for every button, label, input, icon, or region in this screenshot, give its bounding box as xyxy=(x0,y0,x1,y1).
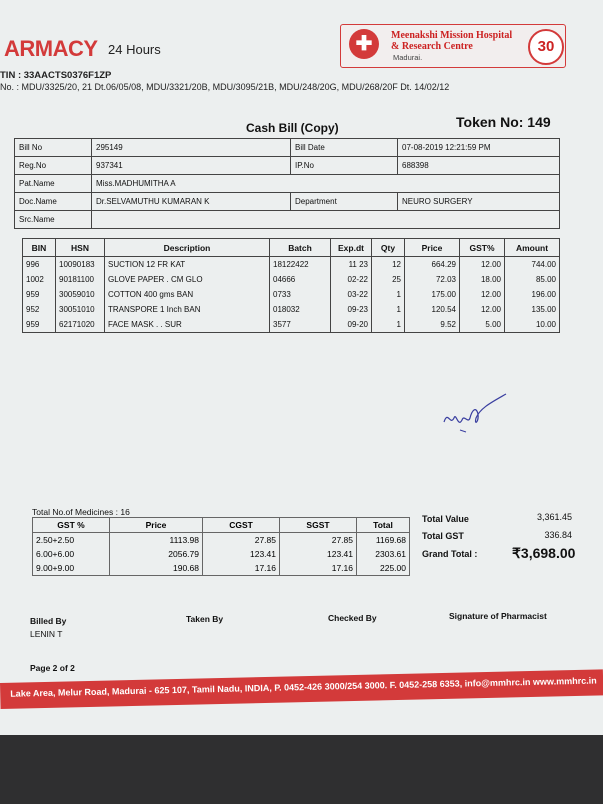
gst-cgst: 17.16 xyxy=(203,561,280,576)
address-bar xyxy=(0,669,603,709)
cell-qty: 1 xyxy=(372,287,405,302)
cell-amount: 10.00 xyxy=(505,317,560,333)
table-row xyxy=(23,272,560,287)
doctor-name-label: Doc.Name xyxy=(15,193,92,211)
total-gst-label: Total GST xyxy=(422,531,464,541)
gst-rate: 2.50+2.50 xyxy=(33,533,110,548)
total-gst: 336.84 xyxy=(544,530,572,540)
ip-no-value: 688398 xyxy=(398,157,560,175)
tin-number: TIN : 33AACTS0376F1ZP xyxy=(0,70,112,81)
gst-total: 1169.68 xyxy=(357,533,410,548)
cell-bin: 952 xyxy=(23,302,56,317)
cell-amount: 196.00 xyxy=(505,287,560,302)
source-name-label: Src.Name xyxy=(15,211,92,229)
cell-description: SUCTION 12 FR KAT xyxy=(105,257,270,273)
cell-gst: 5.00 xyxy=(460,317,505,333)
gst-cgst: 27.85 xyxy=(203,533,280,548)
cell-price: 120.54 xyxy=(405,302,460,317)
total-value: 3,361.45 xyxy=(536,512,572,522)
cell-hsn: 62171020 xyxy=(56,317,105,333)
gst-col-price: Price xyxy=(110,518,203,533)
billed-by-value: LENIN T xyxy=(30,629,63,639)
taken-by-label: Taken By xyxy=(186,614,224,624)
gst-sgst: 17.16 xyxy=(280,561,357,576)
doctor-name-value: Dr.SELVAMUTHU KUMARAN K xyxy=(92,193,291,211)
cell-amount: 135.00 xyxy=(505,302,560,317)
col-hsn: HSN xyxy=(56,239,105,257)
table-row xyxy=(23,257,560,273)
ip-no-label: IP.No xyxy=(291,157,398,175)
gst-col-rate: GST % xyxy=(33,518,110,533)
background-floor xyxy=(0,735,603,804)
pharmacy-hours: 24 Hours xyxy=(108,42,161,57)
cell-expiry: 03-22 xyxy=(331,287,372,302)
cell-expiry: 09-23 xyxy=(331,302,372,317)
cell-bin: 959 xyxy=(23,287,56,302)
cell-batch: 018032 xyxy=(270,302,331,317)
gst-col-total: Total xyxy=(357,518,410,533)
cell-gst: 12.00 xyxy=(460,257,505,273)
signature-label: Signature of Pharmacist xyxy=(449,611,547,621)
bill-date-label: Bill Date xyxy=(291,139,398,157)
cell-gst: 12.00 xyxy=(460,287,505,302)
bill-title: Cash Bill (Copy) xyxy=(246,121,339,135)
hospital-name: Meenakshi Mission Hospital xyxy=(391,30,513,41)
cell-price: 175.00 xyxy=(405,287,460,302)
hospital-name-2: & Research Centre xyxy=(391,41,473,52)
cell-bin: 1002 xyxy=(23,272,56,287)
gst-row xyxy=(33,547,410,561)
patient-info-table xyxy=(14,138,560,229)
cell-batch: 04666 xyxy=(270,272,331,287)
total-value-label: Total Value xyxy=(422,514,469,524)
bill-no-value: 295149 xyxy=(92,139,291,157)
grand-total-label: Grand Total : xyxy=(422,549,478,559)
department-label: Department xyxy=(291,193,398,211)
cell-expiry: 09-20 xyxy=(331,317,372,333)
cell-gst: 12.00 xyxy=(460,302,505,317)
items-table xyxy=(22,238,560,333)
pharmacist-signature xyxy=(440,392,510,437)
gst-sgst: 27.85 xyxy=(280,533,357,548)
gst-rate: 6.00+6.00 xyxy=(33,547,110,561)
gst-cgst: 123.41 xyxy=(203,547,280,561)
token-number: Token No: 149 xyxy=(456,114,551,130)
gst-row xyxy=(33,533,410,548)
cell-gst: 18.00 xyxy=(460,272,505,287)
reg-no-value: 937341 xyxy=(92,157,291,175)
table-row xyxy=(23,287,560,302)
cell-expiry: 11 23 xyxy=(331,257,372,273)
cell-batch: 0733 xyxy=(270,287,331,302)
col-bin: BIN xyxy=(23,239,56,257)
gst-sgst: 123.41 xyxy=(280,547,357,561)
cell-amount: 85.00 xyxy=(505,272,560,287)
cell-qty: 1 xyxy=(372,302,405,317)
page-number: Page 2 of 2 xyxy=(30,663,75,673)
gst-summary-table xyxy=(32,517,410,576)
source-name-value xyxy=(92,211,560,229)
billed-by-label: Billed By xyxy=(30,616,67,626)
pharmacy-logo: ARMACY xyxy=(4,36,98,61)
patient-name-label: Pat.Name xyxy=(15,175,92,193)
license-numbers: No. : MDU/3325/20, 21 Dt.06/05/08, MDU/3321/20B, MDU/3095/21B, MDU/248/20G, MDU/268/20F Dt. 14/02/12 xyxy=(0,82,450,92)
col-gst: GST% xyxy=(460,239,505,257)
col-price: Price xyxy=(405,239,460,257)
cell-price: 664.29 xyxy=(405,257,460,273)
gst-price: 1113.98 xyxy=(110,533,203,548)
anniversary-badge: 30 xyxy=(528,29,564,65)
gst-total: 225.00 xyxy=(357,561,410,576)
cell-expiry: 02-22 xyxy=(331,272,372,287)
table-row xyxy=(23,317,560,333)
gst-total: 2303.61 xyxy=(357,547,410,561)
cell-batch: 3577 xyxy=(270,317,331,333)
department-value: NEURO SURGERY xyxy=(398,193,560,211)
grand-total: ₹3,698.00 xyxy=(512,545,576,561)
cell-description: TRANSPORE 1 Inch BAN xyxy=(105,302,270,317)
cell-description: FACE MASK . . SUR xyxy=(105,317,270,333)
gst-col-sgst: SGST xyxy=(280,518,357,533)
bill-no-label: Bill No xyxy=(15,139,92,157)
hospital-cross-icon: ✚ xyxy=(349,29,379,59)
cell-price: 9.52 xyxy=(405,317,460,333)
gst-col-cgst: CGST xyxy=(203,518,280,533)
bill-date-value: 07-08-2019 12:21:59 PM xyxy=(398,139,560,157)
cell-hsn: 10090183 xyxy=(56,257,105,273)
cell-bin: 996 xyxy=(23,257,56,273)
col-amount: Amount xyxy=(505,239,560,257)
cell-description: COTTON 400 gms BAN xyxy=(105,287,270,302)
patient-name-value: Miss.MADHUMITHA A xyxy=(92,175,560,193)
cell-description: GLOVE PAPER . CM GLO xyxy=(105,272,270,287)
cell-amount: 744.00 xyxy=(505,257,560,273)
gst-row xyxy=(33,561,410,576)
col-description: Description xyxy=(105,239,270,257)
col-batch: Batch xyxy=(270,239,331,257)
hospital-city: Madurai. xyxy=(393,53,423,62)
table-row xyxy=(23,302,560,317)
col-qty: Qty xyxy=(372,239,405,257)
cell-price: 72.03 xyxy=(405,272,460,287)
cell-bin: 959 xyxy=(23,317,56,333)
cell-qty: 25 xyxy=(372,272,405,287)
cell-batch: 18122422 xyxy=(270,257,331,273)
reg-no-label: Reg.No xyxy=(15,157,92,175)
hospital-logo-box xyxy=(340,24,566,68)
address-text: Lake Area, Melur Road, Madurai - 625 107, Tamil Nadu, INDIA, P. 0452-426 3000/254 3000. F. 0452-258 6353, info@mmhrc.in www.mmhrc.in xyxy=(10,675,597,699)
cell-hsn: 90181100 xyxy=(56,272,105,287)
cell-hsn: 30051010 xyxy=(56,302,105,317)
total-medicines: Total No.of Medicines : 16 xyxy=(32,507,130,517)
gst-price: 2056.79 xyxy=(110,547,203,561)
cell-hsn: 30059010 xyxy=(56,287,105,302)
cell-qty: 1 xyxy=(372,317,405,333)
checked-by-label: Checked By xyxy=(328,613,377,623)
cell-qty: 12 xyxy=(372,257,405,273)
gst-price: 190.68 xyxy=(110,561,203,576)
col-expiry: Exp.dt xyxy=(331,239,372,257)
gst-rate: 9.00+9.00 xyxy=(33,561,110,576)
